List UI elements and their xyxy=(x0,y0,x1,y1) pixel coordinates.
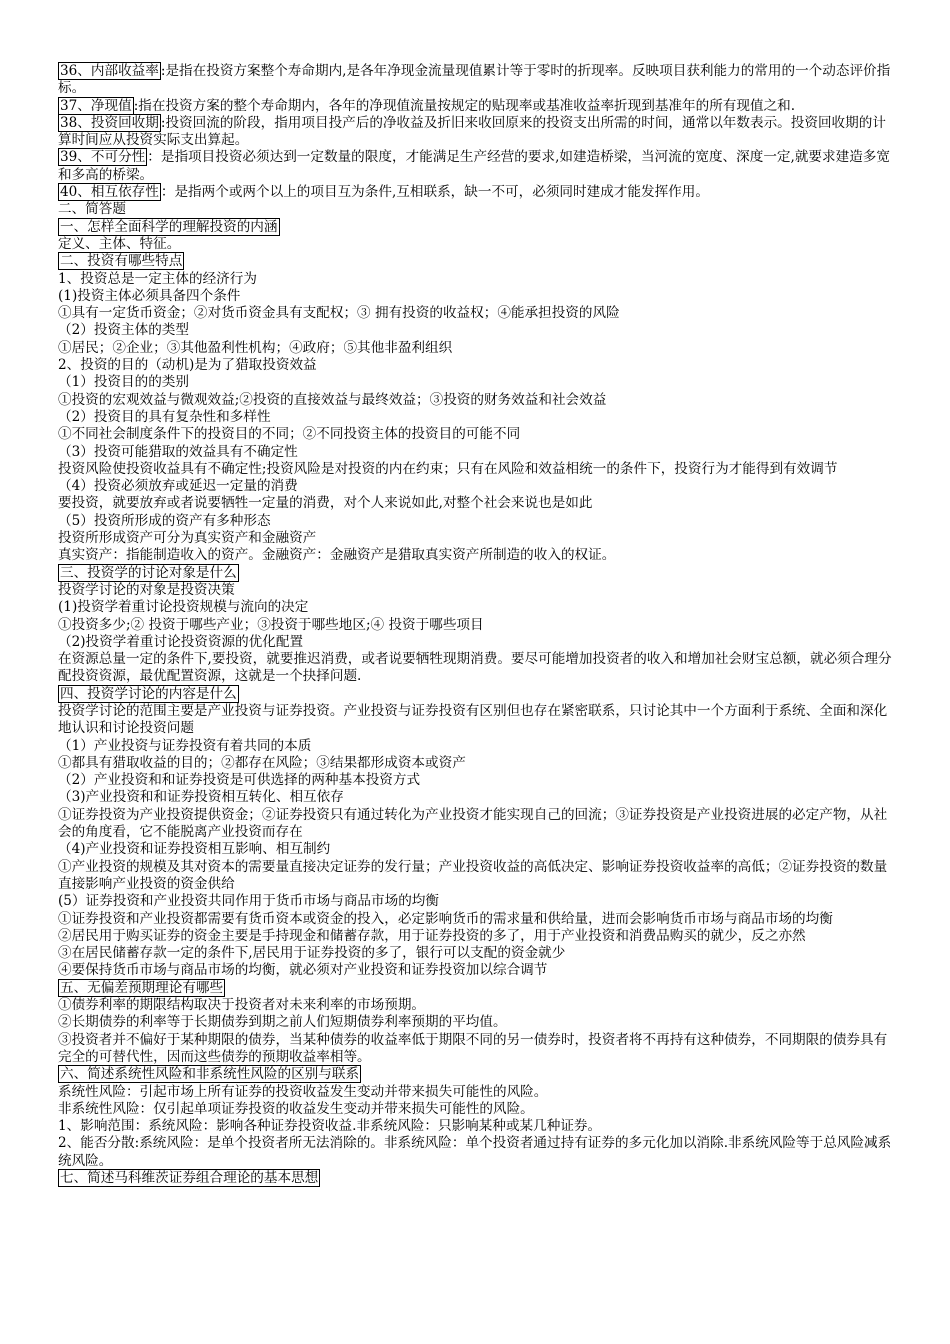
answer-line: （5）投资所形成的资产有多种形态 xyxy=(58,512,271,529)
answer-line: 投资风险使投资收益具有不确定性;投资风险是对投资的内在约束；只有在风险和效益相统一的条件下，投资行为才能得到有效调节 xyxy=(58,460,838,477)
question-list xyxy=(58,219,898,1188)
question-title: 五、无偏差预期理论有哪些 xyxy=(60,979,224,996)
answer-line: ①不同社会制度条件下的投资目的不同；②不同投资主体的投资目的可能不同 xyxy=(58,426,521,443)
answer-line: 系统性风险：引起市场上所有证券的投资收益发生变动并带来损失可能性的风险。 xyxy=(58,1083,548,1100)
answer-line: ①都具有猎取收益的目的；②都存在风险；③结果都形成资本或资产 xyxy=(58,754,466,771)
question-block xyxy=(58,565,898,686)
answer-line: ①债券利率的期限结构取决于投资者对未来利率的市场预期。 xyxy=(58,997,426,1014)
term-key: 40、相互依存性 xyxy=(60,184,159,201)
term-text: ：是指项目投资必须达到一定数量的限度，才能满足生产经营的要求,如建造桥梁，当河流的宽度、深度一定,就要求建造多宽和多高的桥梁。 xyxy=(58,149,890,183)
term-39 xyxy=(58,149,898,184)
answer-line: (1)投资学着重讨论投资规模与流向的决定 xyxy=(58,599,309,616)
question-title-line xyxy=(58,565,898,582)
question-title-line xyxy=(58,980,898,997)
term-key: 36、内部收益率 xyxy=(60,63,159,79)
term-definitions xyxy=(58,63,898,201)
question-title-line xyxy=(58,1170,898,1187)
question-block xyxy=(58,1170,898,1187)
question-title: 三、投资学的讨论对象是什么 xyxy=(60,564,237,581)
answer-line: （3）投资可能猎取的效益具有不确定性 xyxy=(58,443,298,460)
answer-line: （4)产业投资和证券投资相互影响、相互制约 xyxy=(58,841,331,858)
answer-line: （2）投资目的具有复杂性和多样性 xyxy=(58,408,271,425)
question-title: 六、简述系统性风险和非系统性风险的区别与联系 xyxy=(60,1066,360,1083)
term-key: 37、净现值 xyxy=(60,97,132,114)
answer-line: （2)投资学着重讨论投资资源的优化配置 xyxy=(58,633,304,650)
answer-line: （1）投资目的的类别 xyxy=(58,374,189,391)
question-title-line xyxy=(58,253,898,270)
term-37 xyxy=(58,98,898,115)
question-title-line xyxy=(58,219,898,236)
answer-line: ①具有一定货币资金；②对货币资金具有支配权；③ 拥有投资的收益权；④能承担投资的风险 xyxy=(58,305,620,322)
answer-line: ②居民用于购买证券的资金主要是手持现金和储蓄存款，用于证券投资的多了，用于产业投资和消费品购买的就少，反之亦然 xyxy=(58,927,806,944)
question-title-line xyxy=(58,1066,898,1083)
question-title-line xyxy=(58,686,898,703)
answer-line: （2）产业投资和和证券投资是可供选择的两种基本投资方式 xyxy=(58,772,421,789)
term-text: :指在投资方案的整个寿命期内，各年的净现值流量按规定的贴现率或基准收益率折现到基准年的所有现值之和. xyxy=(133,97,796,114)
answer-line: (1)投资主体必须具备四个条件 xyxy=(58,287,241,304)
term-36 xyxy=(58,63,898,98)
question-block xyxy=(58,686,898,980)
answer-line: 要投资，就要放弃或者说要牺牲一定量的消费，对个人来说如此,对整个社会来说也是如此 xyxy=(58,495,593,512)
term-38 xyxy=(58,115,898,150)
section-title: 二、简答题 xyxy=(58,201,126,218)
answer-line: 定义、主体、特征。 xyxy=(58,235,181,252)
answer-line: ④要保持货币市场与商品市场的均衡，就必须对产业投资和证券投资加以综合调节 xyxy=(58,962,548,979)
answer-line: ①证券投资为产业投资提供资金；②证券投资只有通过转化为产业投资才能实现自己的回流；③证券投资是产业投资进展的必定产物，从社会的角度看，它不能脱离产业投资而存在 xyxy=(58,806,888,841)
question-title: 四、投资学讨论的内容是什么 xyxy=(60,685,237,702)
answer-line: ②长期债券的利率等于长期债券到期之前人们短期债券利率预期的平均值。 xyxy=(58,1014,507,1031)
answer-line: ③投资者并不偏好于某种期限的债券，当某种债券的收益率低于期限不同的另一债券时，投资者将不再持有这种债券，不同期限的债券具有完全的可替代性，因而这些债券的预期收益率相等。 xyxy=(58,1031,888,1065)
question-block xyxy=(58,1066,898,1170)
answer-line: （4）投资必须放弃或延迟一定量的消费 xyxy=(58,478,298,495)
answer-line: 非系统性风险：仅引起单项证券投资的收益发生变动并带来损失可能性的风险。 xyxy=(58,1100,534,1117)
answer-line: 1、投资总是一定主体的经济行为 xyxy=(58,270,257,287)
answer-line: ①证券投资和产业投资都需要有货币资本或资金的投入，必定影响货币的需求量和供给量，进而会影响货币市场与商品市场的均衡 xyxy=(58,910,833,927)
question-title: 二、投资有哪些特点 xyxy=(60,253,183,270)
answer-line: 2、投资的目的（动机)是为了猎取投资效益 xyxy=(58,357,317,374)
answer-line: ①投资多少;② 投资于哪些产业；③投资于哪些地区;④ 投资于哪些项目 xyxy=(58,616,484,633)
answer-line: 投资学讨论的对象是投资决策 xyxy=(58,581,235,598)
answer-line: 投资所形成资产可分为真实资产和金融资产 xyxy=(58,530,317,547)
answer-line: 2、能否分散:系统风险：是单个投资者所无法消除的。非系统风险：单个投资者通过持有证券的多元化加以消除.非系统风险等于总风险减系统风险。 xyxy=(58,1135,892,1169)
term-key: 39、不可分性 xyxy=(60,149,146,166)
answer-line: 真实资产：指能制造收入的资产。金融资产：金融资产是猎取真实资产所制造的收入的权证。 xyxy=(58,547,616,564)
answer-line: （1）产业投资与证券投资有着共同的本质 xyxy=(58,737,312,754)
term-40 xyxy=(58,184,898,201)
term-text: :是指在投资方案整个寿命期内,是各年净现金流量现值累计等于零时的折现率。反映项目获利能力的常用的一个动态评价指标。 xyxy=(58,63,891,97)
question-title: 七、简述马科维茨证券组合理论的基本思想 xyxy=(60,1170,319,1186)
answer-line: (5）证券投资和产业投资共同作用于货币市场与商品市场的均衡 xyxy=(58,893,439,910)
answer-line: 在资源总量一定的条件下,要投资，就要推迟消费，或者说要牺牲现期消费。要尽可能增加投资者的收入和增加社会财宝总额，就必须合理分配投资资源，最优配置资源，这就是一个抉择问题. xyxy=(58,651,892,685)
answer-line: ①产业投资的规模及其对资本的需要量直接决定证券的发行量；产业投资收益的高低决定、影响证券投资收益率的高低；②证券投资的数量直接影响产业投资的资金供给 xyxy=(58,858,888,892)
answer-line: （3)产业投资和和证券投资相互转化、相互依存 xyxy=(58,789,344,806)
answer-line: 1、影响范围：系统风险：影响各种证券投资收益.非系统风险：只影响某种或某几种证券。 xyxy=(58,1118,602,1135)
answer-line: 投资学讨论的范围主要是产业投资与证券投资。产业投资与证券投资有区别但也存在紧密联系，只讨论其中一个方面利于系统、全面和深化地认识和讨论投资问题 xyxy=(58,702,888,737)
term-text: ：是指两个或两个以上的项目互为条件,互相联系，缺一不可，必须同时建成才能发挥作用。 xyxy=(160,184,709,201)
question-block xyxy=(58,253,898,564)
document-page xyxy=(58,63,898,1187)
question-block xyxy=(58,219,898,254)
answer-line: ①投资的宏观效益与微观效益;②投资的直接效益与最终效益；③投资的财务效益和社会效益 xyxy=(58,391,607,408)
term-key: 38、投资回收期 xyxy=(60,114,159,131)
question-title: 一、怎样全面科学的理解投资的内涵 xyxy=(60,218,278,235)
question-block xyxy=(58,980,898,1066)
answer-line: （2）投资主体的类型 xyxy=(58,322,189,339)
answer-line: ①居民；②企业；③其他盈利性机构；④政府；⑤其他非盈利组织 xyxy=(58,339,453,356)
term-text: :投资回流的阶段，指用项目投产后的净收益及折旧来收回原来的投资支出所需的时间，通常以年数表示。投资回收期的计算时间应从投资实际支出算起。 xyxy=(58,114,886,149)
answer-line: ③在居民储蓄存款一定的条件下,居民用于证券投资的多了，银行可以支配的资金就少 xyxy=(58,945,566,962)
